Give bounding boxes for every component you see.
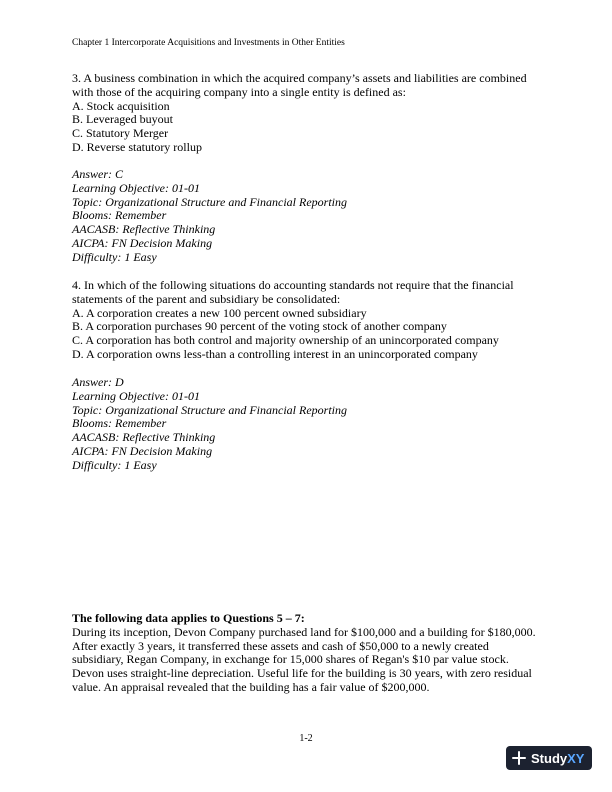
answer-line: AICPA: FN Decision Making: [72, 235, 213, 250]
option-b: B. A corporation purchases 90 percent of the voting stock of another company: [72, 319, 447, 334]
option-c: C. A corporation has both control and majority ownership of an unincorporated company: [72, 333, 499, 348]
plus-icon: [512, 751, 526, 765]
answer-line: Learning Objective: 01-01: [72, 180, 200, 195]
answer-line: Difficulty: 1 Easy: [72, 457, 157, 472]
data-block-title: The following data applies to Questions 5 – 7:: [72, 611, 305, 625]
page-number: 1-2: [299, 733, 313, 744]
question-4: [72, 279, 542, 362]
data-line: After exactly 3 years, it transferred these assets and cash of $50,000 to a newly created: [72, 638, 489, 653]
data-line: value. An appraisal revealed that the building has a fair value of $200,000.: [72, 679, 430, 694]
question-line: 3. A business combination in which the acquired company’s assets and liabilities are combined: [72, 71, 527, 85]
answer-line: Blooms: Remember: [72, 208, 167, 223]
data-line: Devon uses straight-line depreciation. Useful life for the building is 30 years, with zero residual: [72, 666, 532, 681]
option-a: A. A corporation creates a new 100 percent owned subsidiary: [72, 305, 367, 320]
answer-line: Difficulty: 1 Easy: [72, 249, 157, 264]
option-c: C. Statutory Merger: [72, 126, 169, 141]
badge-prefix: Study: [531, 750, 568, 766]
answer-line: Answer: D: [72, 375, 124, 389]
badge-suffix: XY: [567, 750, 585, 766]
page-header: Chapter 1 Intercorporate Acquisitions and Investments in Other Entities: [72, 38, 345, 48]
answer-3: [72, 168, 542, 265]
data-line: During its inception, Devon Company purchased land for $100,000 and a building for $180,000.: [72, 624, 536, 639]
answer-line: Topic: Organizational Structure and Financial Reporting: [72, 402, 347, 417]
option-d: D. A corporation owns less-than a controlling interest in an unincorporated company: [72, 346, 478, 361]
answer-line: AACASB: Reflective Thinking: [72, 222, 216, 237]
data-block: [72, 612, 542, 695]
option-b: B. Leveraged buyout: [72, 112, 173, 127]
option-d: D. Reverse statutory rollup: [72, 139, 202, 154]
answer-line: Learning Objective: 01-01: [72, 388, 200, 403]
question-3: [72, 72, 542, 155]
answer-line: AICPA: FN Decision Making: [72, 443, 213, 458]
answer-line: Blooms: Remember: [72, 416, 167, 431]
answer-4: [72, 376, 542, 473]
studyxy-badge[interactable]: [506, 746, 592, 770]
question-line: statements of the parent and subsidiary be consolidated:: [72, 291, 341, 306]
answer-line: AACASB: Reflective Thinking: [72, 430, 216, 445]
answer-line: Answer: C: [72, 167, 123, 181]
question-line: with those of the acquiring company into a single entity is defined as:: [72, 84, 406, 99]
question-line: 4. In which of the following situations do accounting standards not require that the financial: [72, 278, 514, 292]
answer-line: Topic: Organizational Structure and Financial Reporting: [72, 194, 347, 209]
option-a: A. Stock acquisition: [72, 98, 170, 113]
data-line: subsidiary, Regan Company, in exchange for 15,000 shares of Regan's $10 par value stock.: [72, 652, 509, 667]
